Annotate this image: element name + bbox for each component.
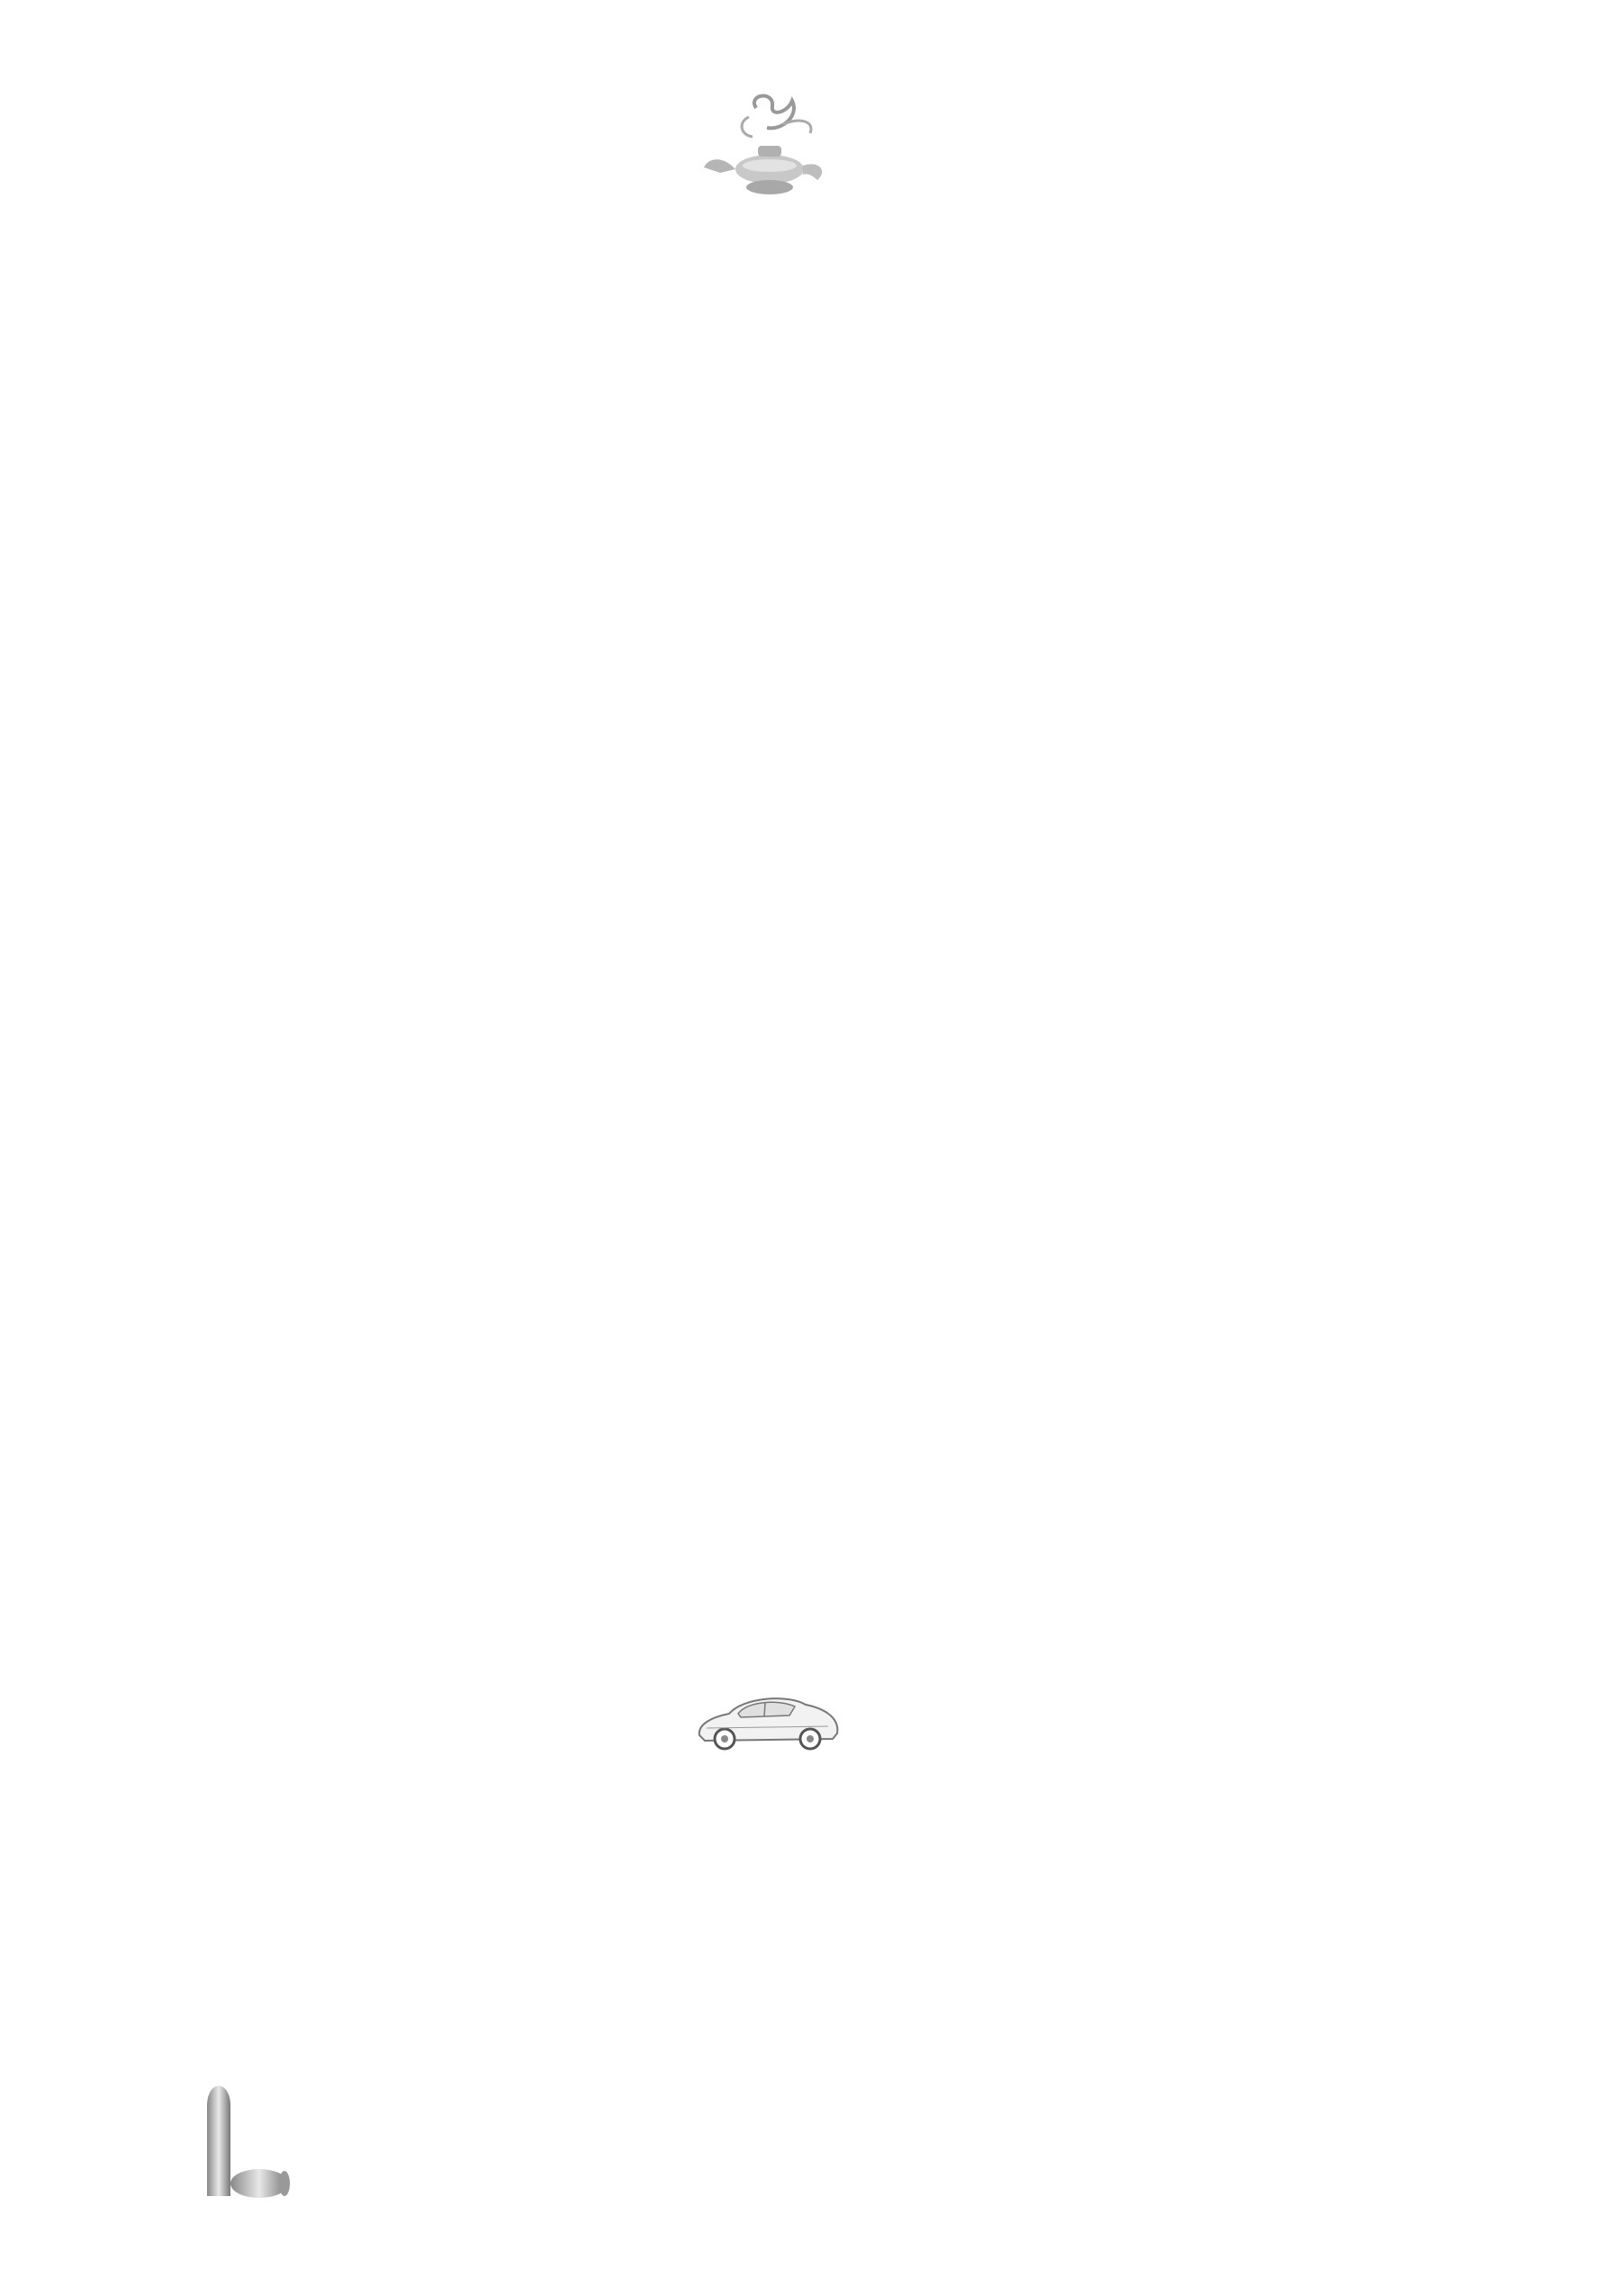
body-text-section-2 [196, 1787, 1386, 1872]
genie-lamp-icon [702, 90, 837, 207]
classic-car-icon [689, 1681, 846, 1760]
dropcap-line [196, 1787, 1386, 1872]
bullet-icon [196, 2070, 304, 2205]
page-footer [196, 2070, 736, 2205]
